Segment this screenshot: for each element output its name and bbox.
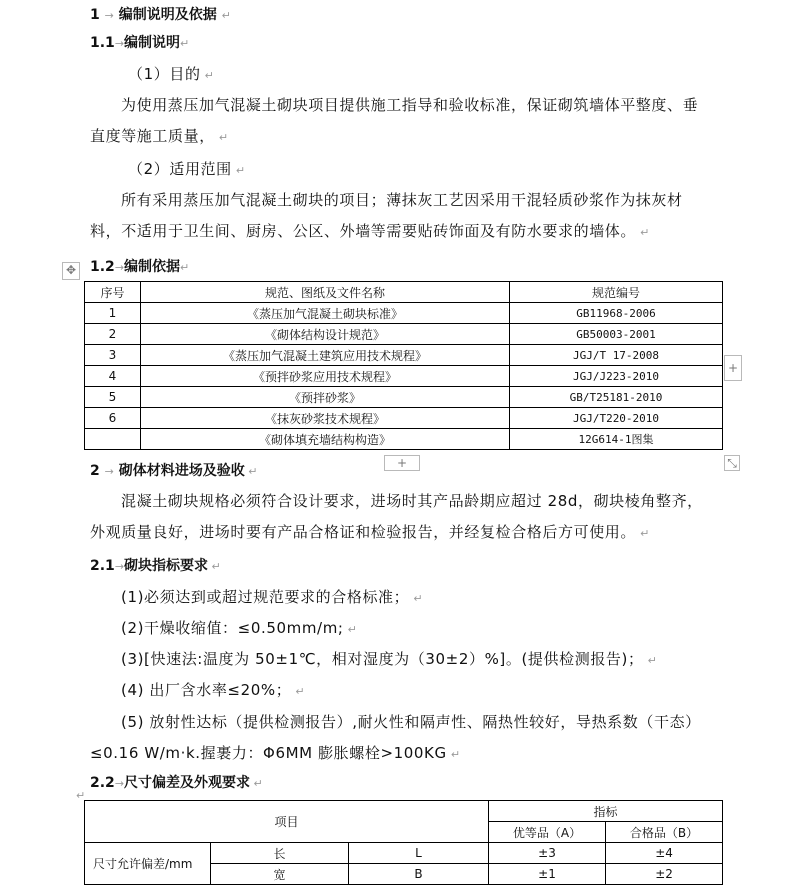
section-1-1-heading: 1.1→编制说明↵: [90, 35, 190, 51]
section-1-2-heading: 1.2→编制依据↵: [90, 259, 190, 275]
table-cell: 《抹灰砂浆技术规程》: [141, 408, 510, 429]
table-row: [85, 303, 723, 324]
requirement-item: (4) 出厂含水率≤20%； ↵: [121, 681, 306, 699]
table-cell: B: [349, 864, 489, 885]
table-cell: JGJ/T 17-2008: [510, 345, 723, 366]
purpose-text-line-1: 为使用蒸压加气混凝土砌块项目提供施工指导和验收标准，保证砌筑墙体平整度、垂: [121, 96, 699, 114]
section-2-2-heading: 2.2→尺寸偏差及外观要求 ↵: [90, 775, 263, 791]
table-cell: 宽: [211, 864, 349, 885]
table-header-row: [85, 801, 723, 822]
table-cell: ±3: [489, 843, 606, 864]
table-cell: GB50003-2001: [510, 324, 723, 345]
table-move-handle-icon[interactable]: ✥: [62, 262, 80, 280]
header-cell: 规范编号: [510, 282, 723, 303]
requirement-item: (5) 放射性达标（提供检测报告）,耐火性和隔声性、隔热性较好，导热系数（干态）: [121, 713, 701, 731]
scope-label: （2）适用范围 ↵: [128, 160, 246, 178]
table-cell: GB11968-2006: [510, 303, 723, 324]
spec-table: [84, 281, 723, 450]
scope-text-line-2: 料，不适用于卫生间、厨房、公区、外墙等需要贴砖饰面及有防水要求的墙体。 ↵: [90, 222, 650, 240]
header-cell: 规范、图纸及文件名称: [141, 282, 510, 303]
table-cell: ±4: [606, 843, 723, 864]
section-2-text-line-2: 外观质量良好，进场时要有产品合格证和检验报告，并经复检合格后方可使用。 ↵: [90, 523, 650, 541]
purpose-label: （1）目的 ↵: [128, 65, 215, 83]
table-cell: 6: [85, 408, 141, 429]
table-cell: 《预拌砂浆应用技术规程》: [141, 366, 510, 387]
table-row: [85, 366, 723, 387]
table-cell: ±2: [606, 864, 723, 885]
table-cell: JGJ/T220-2010: [510, 408, 723, 429]
empty-paragraph-mark: ↵: [76, 789, 86, 802]
requirement-item: (3)[快速法:温度为 50±1℃，相对湿度为（30±2）%]。(提供检测报告)； ↵: [121, 650, 658, 668]
scope-text-line-1: 所有采用蒸压加气混凝土砌块的项目；薄抹灰工艺因采用干混轻质砂浆作为抹灰材: [121, 191, 683, 209]
grade-b-header: 合格品（B）: [606, 822, 723, 843]
table-cell: 2: [85, 324, 141, 345]
header-cell: 序号: [85, 282, 141, 303]
section-1-heading: 1 → 编制说明及依据 ↵: [90, 7, 231, 23]
table-cell: 5: [85, 387, 141, 408]
table-cell: 3: [85, 345, 141, 366]
requirement-item: (2)干燥收缩值：≤0.50mm/m; ↵: [121, 619, 358, 637]
index-header-cell: 指标: [489, 801, 723, 822]
purpose-text-line-2: 直度等施工质量， ↵: [90, 127, 229, 145]
table-cell: JGJ/J223-2010: [510, 366, 723, 387]
table-cell: ±1: [489, 864, 606, 885]
table-header-row: [85, 282, 723, 303]
table-row: [85, 387, 723, 408]
section-2-heading: 2 → 砌体材料进场及验收 ↵: [90, 463, 258, 479]
table-row: [85, 843, 723, 864]
item-header-cell: 项目: [85, 801, 489, 843]
resize-table-icon[interactable]: ⤡: [724, 455, 740, 471]
table-cell: 1: [85, 303, 141, 324]
requirement-item: (1)必须达到或超过规范要求的合格标准； ↵: [121, 588, 424, 606]
table-cell: 《砌体结构设计规范》: [141, 324, 510, 345]
table-row: [85, 324, 723, 345]
section-2-text-line-1: 混凝土砌块规格必须符合设计要求，进场时其产品龄期应超过 28d，砌块棱角整齐，: [121, 492, 703, 510]
add-row-icon[interactable]: +: [384, 455, 420, 471]
table-cell: 《蒸压加气混凝土建筑应用技术规程》: [141, 345, 510, 366]
table-row: [85, 429, 723, 450]
table-cell: 长: [211, 843, 349, 864]
section-2-1-heading: 2.1→砌块指标要求 ↵: [90, 558, 221, 574]
add-column-icon[interactable]: +: [724, 355, 742, 381]
table-cell: 《蒸压加气混凝土砌块标准》: [141, 303, 510, 324]
table-row: [85, 345, 723, 366]
table-cell: GB/T25181-2010: [510, 387, 723, 408]
table-cell: L: [349, 843, 489, 864]
grade-a-header: 优等品（A）: [489, 822, 606, 843]
table-cell: 4: [85, 366, 141, 387]
requirement-item-continued: ≤0.16 W/m·k.握裹力：Φ6MM 膨胀螺栓>100KG ↵: [90, 744, 461, 762]
table-row: [85, 408, 723, 429]
table-cell: 12G614-1图集: [510, 429, 723, 450]
table-cell: 《砌体填充墙结构构造》: [141, 429, 510, 450]
table-cell: 《预拌砂浆》: [141, 387, 510, 408]
tolerance-table: [84, 800, 723, 885]
row-label-cell: 尺寸允许偏差/mm: [85, 843, 211, 885]
table-cell: [85, 429, 141, 450]
